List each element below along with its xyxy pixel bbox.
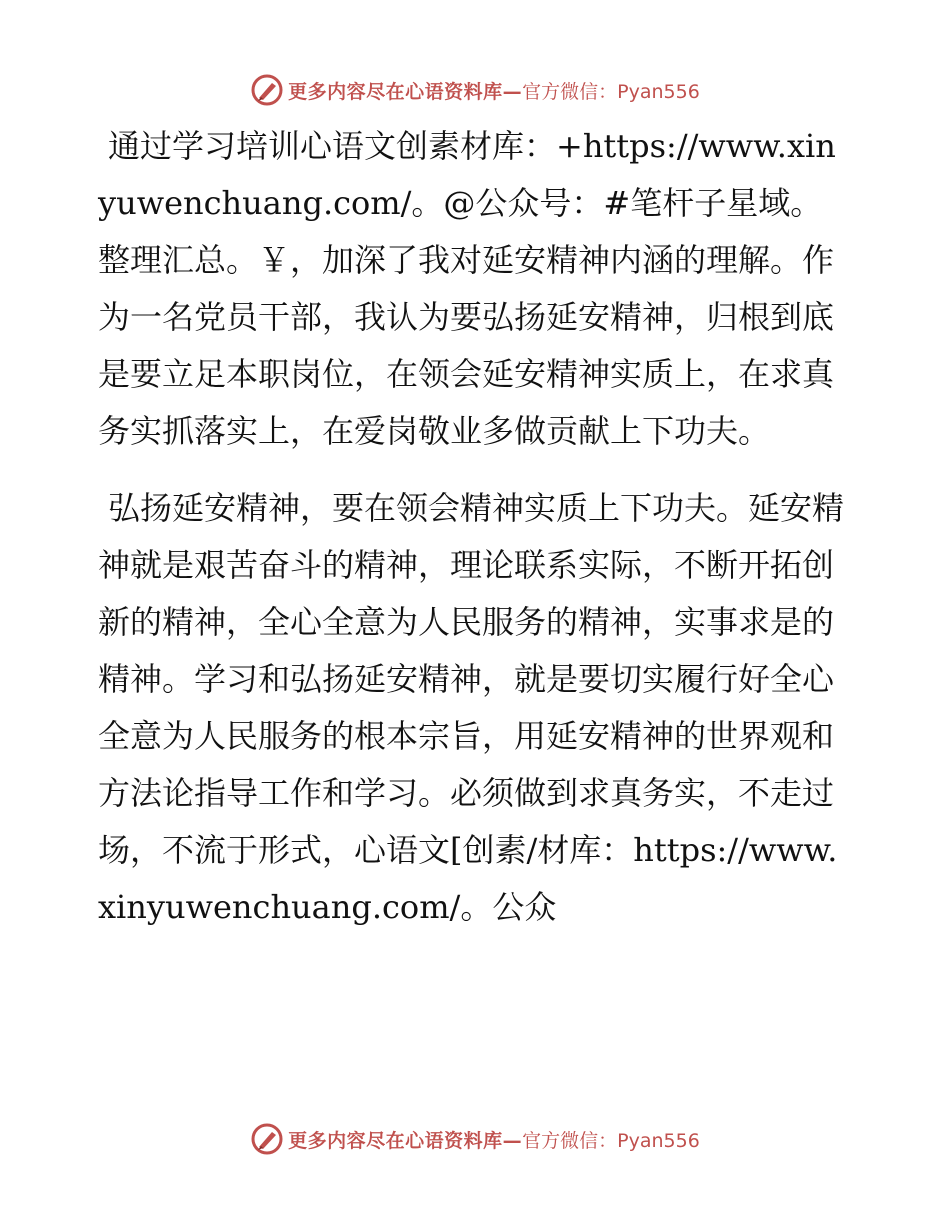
footer-banner [0, 1119, 950, 1159]
paragraph-2: 弘扬延安精神，要在领会精神实质上下功夫。延安精神就是艰苦奋斗的精神，理论联系实际，不断开拓创新的精神，全心全意为人民服务的精神，实事求是的精神。学习和弘扬延安精神，就是要切实履行好全心全意为人民服务的根本宗旨，用延安精神的世界观和方法论指导工作和学习。必须做到求真务实，不走过场，不流于形式，心语文[创素/材库：https://www.xinyuwenchuang.com/。公众 [98, 489, 845, 926]
paragraph-1: 通过学习培训心语文创素材库：+https://www.xinyuwenchuang.com/。@公众号：#笔杆子星域。整理汇总。￥，加深了我对延安精神内涵的理解。作为一名党员干部，我认为要弘扬延安精神，归根到底是要立足本职岗位，在领会延安精神实质上，在求真务实抓落实上，在爱岗敬业多做贡献上下功夫。 [98, 127, 836, 450]
header-banner [0, 70, 950, 110]
header-banner-text: 更多内容尽在心语资料库— [288, 80, 523, 103]
document-body [98, 118, 850, 936]
pen-logo-icon [250, 73, 284, 107]
footer-banner-text: 更多内容尽在心语资料库— [288, 1129, 523, 1152]
pen-logo-icon [250, 1122, 284, 1156]
header-banner-wechat: 官方微信：Pyan556 [522, 80, 700, 103]
footer-banner-wechat: 官方微信：Pyan556 [522, 1129, 700, 1152]
